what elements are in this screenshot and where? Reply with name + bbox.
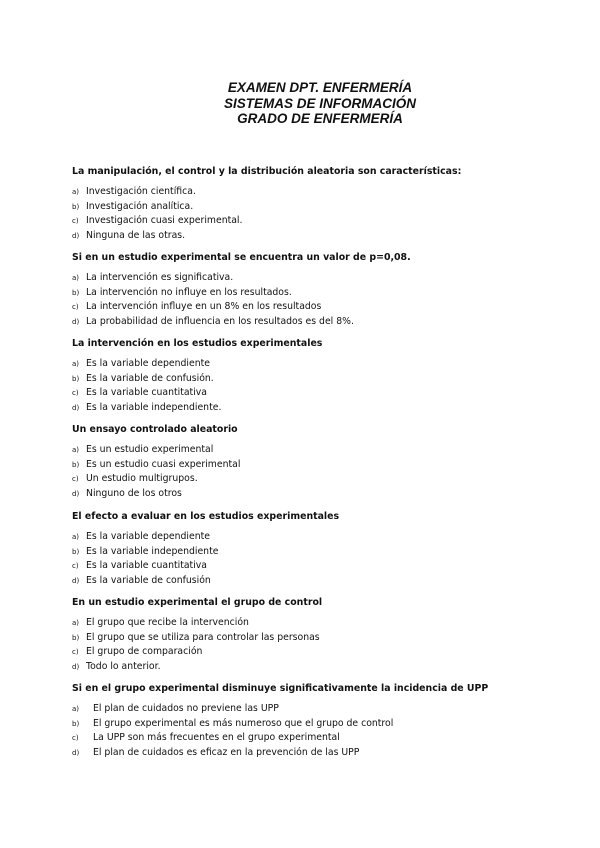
option-text: El plan de cuidados no previene las UPP (93, 703, 279, 714)
option-text: Un estudio multigrupos. (86, 473, 198, 485)
option-text: El grupo experimental es más numeroso que el grupo de control (93, 717, 394, 729)
option-letter: b) (72, 374, 80, 383)
option-letter: b) (72, 202, 80, 211)
option-text: Investigación cuasi experimental. (86, 215, 243, 227)
option-d[interactable] (72, 574, 552, 589)
option-letter: d) (72, 663, 80, 672)
option-b[interactable] (72, 458, 552, 473)
option-text: Ninguno de los otros (86, 488, 182, 500)
option-letter: d) (72, 232, 80, 241)
option-text: Es la variable de confusión. (86, 372, 214, 384)
option-letter: a) (72, 274, 80, 282)
option-b[interactable] (72, 200, 552, 215)
option-c[interactable] (72, 559, 552, 574)
question-title: El efecto a evaluar en los estudios experimentales (72, 511, 340, 522)
option-text: Es la variable independiente (86, 545, 219, 557)
option-text: Es la variable cuantitativa (86, 387, 207, 399)
option-letter: c) (72, 475, 79, 484)
option-d[interactable] (72, 487, 552, 502)
question-5 (72, 511, 552, 589)
option-letter: d) (72, 577, 80, 586)
option-letter: a) (72, 619, 80, 627)
option-letter: a) (72, 446, 80, 454)
option-d[interactable] (72, 315, 552, 330)
option-text: El grupo que recibe la intervención (86, 617, 249, 628)
question-title: La intervención en los estudios experimentales (72, 338, 323, 349)
option-a[interactable] (72, 530, 552, 545)
option-letter: c) (72, 217, 79, 226)
option-a[interactable] (72, 357, 552, 372)
option-letter: d) (72, 749, 80, 758)
option-a[interactable] (72, 702, 552, 717)
option-c[interactable] (72, 472, 552, 487)
option-letter: b) (72, 547, 80, 556)
option-text: Todo lo anterior. (86, 661, 161, 673)
question-3 (72, 338, 552, 416)
option-text: Es la variable dependiente (86, 358, 210, 369)
option-d[interactable] (72, 401, 552, 416)
option-c[interactable] (72, 386, 552, 401)
option-letter: b) (72, 719, 80, 728)
option-text: El grupo que se utiliza para controlar las personas (86, 631, 320, 643)
question-1 (72, 166, 552, 244)
question-4 (72, 424, 552, 502)
option-text: La UPP son más frecuentes en el grupo experimental (93, 732, 340, 744)
option-c[interactable] (72, 645, 552, 660)
question-7 (72, 683, 552, 761)
option-a[interactable] (72, 616, 552, 631)
option-letter: c) (72, 303, 79, 312)
option-text: Es un estudio cuasi experimental (86, 458, 241, 470)
question-title: Si en un estudio experimental se encuentra un valor de p=0,08. (72, 252, 411, 263)
question-title: La manipulación, el control y la distribución aleatoria son características: (72, 166, 462, 177)
option-text: La intervención no influye en los resultados. (86, 286, 292, 298)
option-b[interactable] (72, 286, 552, 301)
option-d[interactable] (72, 660, 552, 675)
option-text: Es la variable independiente. (86, 402, 222, 414)
option-letter: a) (72, 188, 80, 196)
option-d[interactable] (72, 746, 552, 761)
option-b[interactable] (72, 631, 552, 646)
exam-header (0, 80, 600, 127)
option-letter: a) (72, 360, 80, 368)
option-text: Investigación analítica. (86, 200, 194, 212)
option-letter: c) (72, 648, 79, 657)
option-letter: b) (72, 288, 80, 297)
option-letter: a) (72, 705, 80, 713)
option-text: Es la variable cuantitativa (86, 560, 207, 572)
question-title: En un estudio experimental el grupo de control (72, 597, 323, 608)
question-6 (72, 597, 552, 675)
option-text: Ninguna de las otras. (86, 230, 186, 242)
header-degree: GRADO DE ENFERMERÍA (237, 111, 403, 126)
option-b[interactable] (72, 545, 552, 560)
option-b[interactable] (72, 372, 552, 387)
option-letter: d) (72, 318, 80, 327)
option-c[interactable] (72, 214, 552, 229)
question-2 (72, 252, 552, 330)
option-c[interactable] (72, 300, 552, 315)
option-text: La intervención influye en un 8% en los resultados (86, 301, 322, 313)
option-letter: b) (72, 633, 80, 642)
option-letter: d) (72, 490, 80, 499)
header-subject: SISTEMAS DE INFORMACIÓN (223, 95, 416, 111)
option-a[interactable] (72, 185, 552, 200)
option-a[interactable] (72, 443, 552, 458)
header-department: EXAMEN DPT. ENFERMERÍA (227, 80, 413, 95)
question-title: Un ensayo controlado aleatorio (72, 424, 238, 435)
option-text: Es la variable de confusión (86, 575, 211, 587)
option-d[interactable] (72, 229, 552, 244)
option-text: El grupo de comparación (86, 646, 203, 658)
option-letter: a) (72, 533, 80, 541)
option-text: El plan de cuidados es eficaz en la prevención de las UPP (93, 747, 360, 759)
option-text: Es un estudio experimental (86, 444, 214, 455)
option-c[interactable] (72, 731, 552, 746)
option-letter: c) (72, 389, 79, 398)
option-letter: c) (72, 734, 79, 743)
option-letter: b) (72, 460, 80, 469)
option-text: La intervención es significativa. (86, 272, 234, 283)
option-text: La probabilidad de influencia en los resultados es del 8%. (86, 316, 354, 328)
option-text: Investigación científica. (86, 186, 196, 197)
option-letter: c) (72, 562, 79, 571)
option-a[interactable] (72, 271, 552, 286)
option-text: Es la variable dependiente (86, 531, 210, 542)
option-letter: d) (72, 404, 80, 413)
option-b[interactable] (72, 717, 552, 732)
question-title: Si en el grupo experimental disminuye significativamente la incidencia de UPP (72, 683, 489, 694)
